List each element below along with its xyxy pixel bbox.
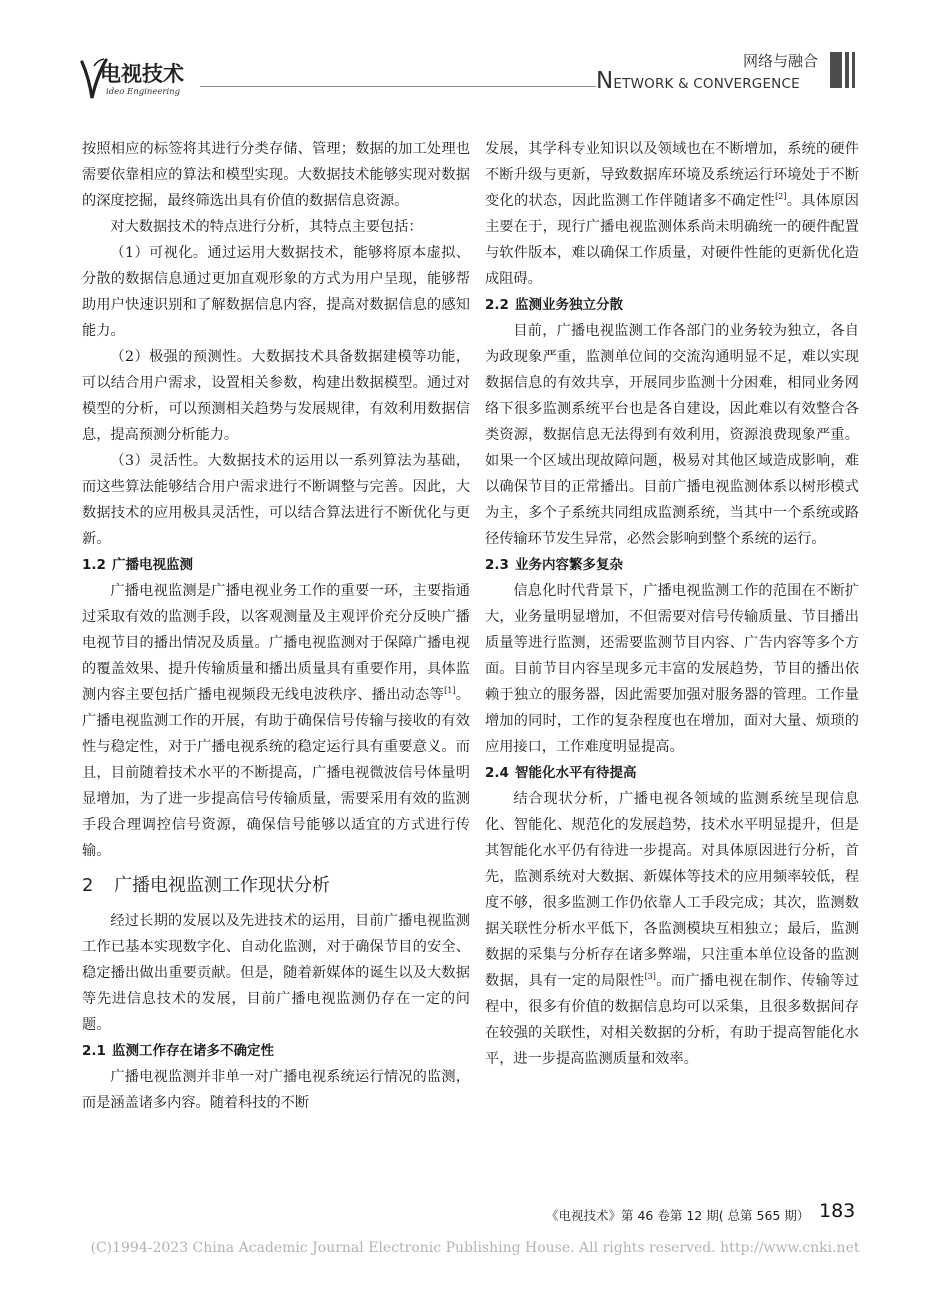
section-title-cn: 网络与融合 xyxy=(742,52,818,70)
section-heading-1-2: 1.2 广播电视监测 xyxy=(82,557,193,573)
section-header xyxy=(596,48,826,94)
citation-ref: [3] xyxy=(644,972,656,981)
copyright-watermark: (C)1994-2023 China Academic Journal Electronic Publishing House. All rights reserved. http://www.cnki.net xyxy=(90,1240,860,1256)
section-heading-2-1: 2.1 监测工作存在诸多不确定性 xyxy=(82,1043,274,1059)
journal-issue-info: 《电视技术》第 46 卷第 12 期( 总第 565 期） xyxy=(546,1208,810,1223)
paragraph: （1）可视化。通过运用大数据技术，能够将原本虚拟、分散的数据信息通过更加直观形象的方式为用户呈现，能够帮助用户快速识别和了解数据信息内容，提高对数据信息的感知能力。 xyxy=(82,245,470,339)
section-heading-2-2: 2.2 监测业务独立分散 xyxy=(485,297,623,313)
paragraph: （2）极强的预测性。大数据技术具备数据建模等功能，可以结合用户需求，设置相关参数，构建出数据模型。通过对模型的分析，可以预测相关趋势与发展规律，有效利用数据信息，提高预测分析能力。 xyxy=(82,349,470,443)
citation-ref: [1] xyxy=(444,686,456,695)
section-title-en: NETWORK & CONVERGENCE xyxy=(596,68,800,94)
paragraph: 信息化时代背景下，广播电视监测工作的范围在不断扩大，业务量明显增加，不但需要对信号传输质量、节目播出质量等进行监测，还需要监测节目内容、广告内容等多个方面。目前节目内容呈现多元丰富的发展趋势，节目的播出依赖于独立的服务器，因此需要加强对服务器的管理。工作量增加的同时，工作的复杂程度也在增加，面对大量、烦琐的应用接口，工作难度明显提高。 xyxy=(485,583,859,755)
header-rule xyxy=(200,86,596,87)
section-heading-2-3: 2.3 业务内容繁多复杂 xyxy=(485,557,623,573)
paragraph: 经过长期的发展以及先进技术的运用，目前广播电视监测工作已基本实现数字化、自动化监测，对于确保节目的安全、稳定播出做出重要贡献。但是，随着新媒体的诞生以及大数据等先进信息技术的发展，目前广播电视监测仍存在一定的问题。 xyxy=(82,913,470,1033)
section-heading-2: 2 广播电视监测工作现状分析 xyxy=(82,875,330,896)
paragraph: 发展，其学科专业知识以及领域也在不断增加，系统的硬件不断升级与更新，导致数据库环境及系统运行环境处于不断变化的状态，因此监测工作伴随诸多不确定性[2]。具体原因主要在于，现行广播电视监测体系尚未明确统一的硬件配置与软件版本，难以确保工作质量，对硬件性能的更新优化造成阻碍。 xyxy=(485,141,859,287)
paragraph: 目前，广播电视监测工作各部门的业务较为独立，各自为政现象严重，监测单位间的交流沟通明显不足，难以实现数据信息的有效共享，开展同步监测十分困难，相同业务网络下很多监测系统平台也是各自建设，因此难以有效整合各类资源，数据信息无法得到有效利用，资源浪费现象严重。如果一个区域出现故障问题，极易对其他区域造成影响，难以确保节目的正常播出。目前广播电视监测体系以树形模式为主，多个子系统共同组成监测系统，当其中一个系统或路径传输环节发生异常，必然会影响到整个系统的运行。 xyxy=(485,323,859,547)
paragraph: 广播电视监测是广播电视业务工作的重要一环，主要指通过采取有效的监测手段，以客观测量及主观评价充分反映广播电视节目的播出情况及质量。广播电视监测对于保障广播电视的覆盖效果、提升传输质量和播出质量具有重要作用，具体监测内容主要包括广播电视频段无线电波秩序、播出动态等[1]。广播电视监测工作的开展，有助于确保信号传输与接收的有效性与稳定性，对于广播电视系统的稳定运行具有重要意义。而且，目前随着技术水平的不断提高，广播电视微波信号体量明显增加，为了进一步提高信号传输质量，需要采用有效的监测手段合理调控信号资源，确保信号能够以适宜的方式进行传输。 xyxy=(82,583,470,859)
paragraph: 对大数据技术的特点进行分析，其特点主要包括： xyxy=(110,219,423,235)
left-column xyxy=(82,136,470,1116)
section-bars-decoration xyxy=(830,52,856,88)
logo-chinese-name: 电视技术 xyxy=(100,62,184,86)
citation-ref: [2] xyxy=(775,192,787,201)
paragraph: 广播电视监测并非单一对广播电视系统运行情况的监测，而是涵盖诸多内容。随着科技的不断 xyxy=(82,1069,470,1111)
logo-english-name: ideo Engineering xyxy=(106,87,181,97)
paragraph: 按照相应的标签将其进行分类存储、管理；数据的加工处理也需要依靠相应的算法和模型实现。大数据技术能够实现对数据的深度挖掘，最终筛选出具有价值的数据信息资源。 xyxy=(82,141,470,209)
paragraph: 结合现状分析，广播电视各领域的监测系统呈现信息化、智能化、规范化的发展趋势，技术水平明显提升，但是其智能化水平仍有待进一步提高。对具体原因进行分析，首先，监测系统对大数据、新媒体等技术的应用频率较低，程度不够，很多监测工作仍依靠人工手段完成；其次，监测数据关联性分析水平低下，各监测模块互相独立；最后，监测数据的采集与分析存在诸多弊端，只注重本单位设备的监测数据，具有一定的局限性[3]。而广播电视在制作、传输等过程中，很多有价值的数据信息均可以采集，且很多数据间存在较强的关联性，对相关数据的分析，有助于提高智能化水平，进一步提高监测质量和效率。 xyxy=(485,791,859,1067)
right-column xyxy=(485,136,859,1072)
page-number: 183 xyxy=(819,1200,856,1222)
journal-logo xyxy=(80,56,200,104)
section-heading-2-4: 2.4 智能化水平有待提高 xyxy=(485,765,637,781)
paragraph: （3）灵活性。大数据技术的运用以一系列算法为基础，而这些算法能够结合用户需求进行不断调整与完善。因此，大数据技术的应用极具灵活性，可以结合算法进行不断优化与更新。 xyxy=(82,453,470,547)
